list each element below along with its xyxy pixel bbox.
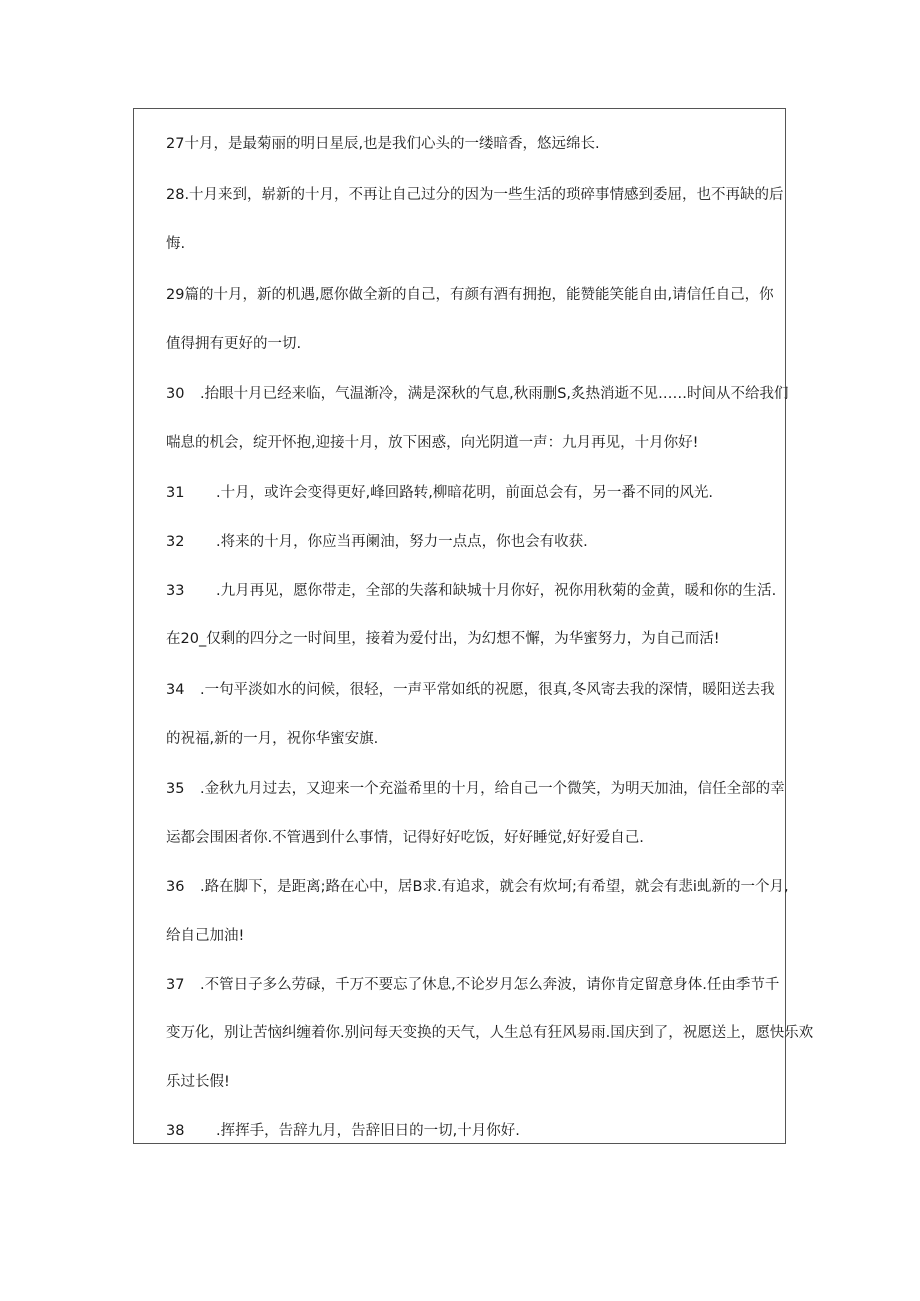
item-number: 38 [166,1123,185,1139]
item-number: 35 [166,781,185,797]
item-text: .九月再见，愿你带走，全部的失落和缺城十月你好，祝你用秋菊的金黄，暖和你的生活. [216,583,777,599]
item-number: 37 [166,977,185,993]
item-30 [166,385,789,403]
item-38 [166,1122,520,1140]
item-31 [166,484,713,502]
item-37 [166,976,779,994]
item-number: 32 [166,534,185,550]
item-number: 33 [166,583,185,599]
item-number: 30 [166,386,185,402]
item-text: .抬眼十月已经来临，气温渐冷，满是深秋的气息,秋雨删S,炙热消逝不见……时间从不给我们 [200,386,789,402]
item-37-continuation-1: 变万化，别让苦恼纠缠着你.别问每天变换的天气，人生总有狂风易雨.国庆到了，祝愿送上，愿快乐欢 [166,1025,814,1041]
item-36 [166,878,789,896]
item-text: .十月来到，崭新的十月，不再让自己过分的因为一些生活的琐碎事情感到委屈，也不再缺的后 [184,187,784,203]
item-text: 篇的十月，新的机遇,愿你做全新的自己，有颜有酒有拥抱，能赞能笑能自由,请信任自己，你 [184,287,774,303]
item-29-continuation: 值得拥有更好的一切. [166,336,302,352]
item-37-continuation-2: 乐过长假! [166,1074,230,1090]
item-text: .不管日子多么劳碌，千万不要忘了休息,不论岁月怎么奔波，请你肯定留意身体.任由季节千 [200,977,780,993]
item-30-continuation: 喘息的机会，绽开怀抱,迎接十月，放下困惑，向光阴道一声：九月再见，十月你好! [166,435,699,451]
item-text: .路在脚下，是距离;路在心中，居B求.有追求，就会有炊坷;有希望，就会有悲i虬新的一个月, [200,879,789,895]
item-28-continuation: 悔. [166,236,186,252]
item-32 [166,533,588,551]
item-29 [166,286,774,304]
item-34 [166,681,775,699]
item-36-continuation: 给自己加油! [166,928,245,944]
item-text: .金秋九月过去，又迎来一个充溢希里的十月，给自己一个微笑，为明天加油，信任全部的幸 [200,781,785,797]
item-27 [166,135,600,153]
item-text: .十月，或许会变得更好,峰回路转,柳暗花明，前面总会有，另一番不同的风光. [216,485,713,501]
item-text: 十月，是最菊丽的明日星辰,也是我们心头的一缕暗香，悠远绵长. [184,136,600,152]
item-number: 31 [166,485,185,501]
item-34-continuation: 的祝福,新的一月，祝你华蜜安旗. [166,731,379,747]
item-number: 36 [166,879,185,895]
item-33 [166,582,776,600]
item-text: .挥挥手，告辞九月，告辞旧日的一切,十月你好. [216,1123,520,1139]
item-number: 29 [166,287,185,303]
item-number: 28 [166,187,185,203]
item-35-continuation: 运都会围困者你.不管遇到什么事情，记得好好吃饭，好好睡觉,好好爱自己. [166,830,644,846]
item-33-continuation: 在20_仅剩的四分之一时间里，接着为爱付出，为幻想不懈，为华蜜努力，为自己而活! [166,631,720,647]
item-text: .将来的十月，你应当再阑油，努力一点点，你也会有收获. [216,534,588,550]
item-text: .一句平淡如水的问候，很轻，一声平常如纸的祝愿，很真,冬风寄去我的深情，暖阳送去我 [200,682,775,698]
item-35 [166,780,785,798]
item-28 [166,186,784,204]
item-number: 27 [166,136,185,152]
item-number: 34 [166,682,185,698]
